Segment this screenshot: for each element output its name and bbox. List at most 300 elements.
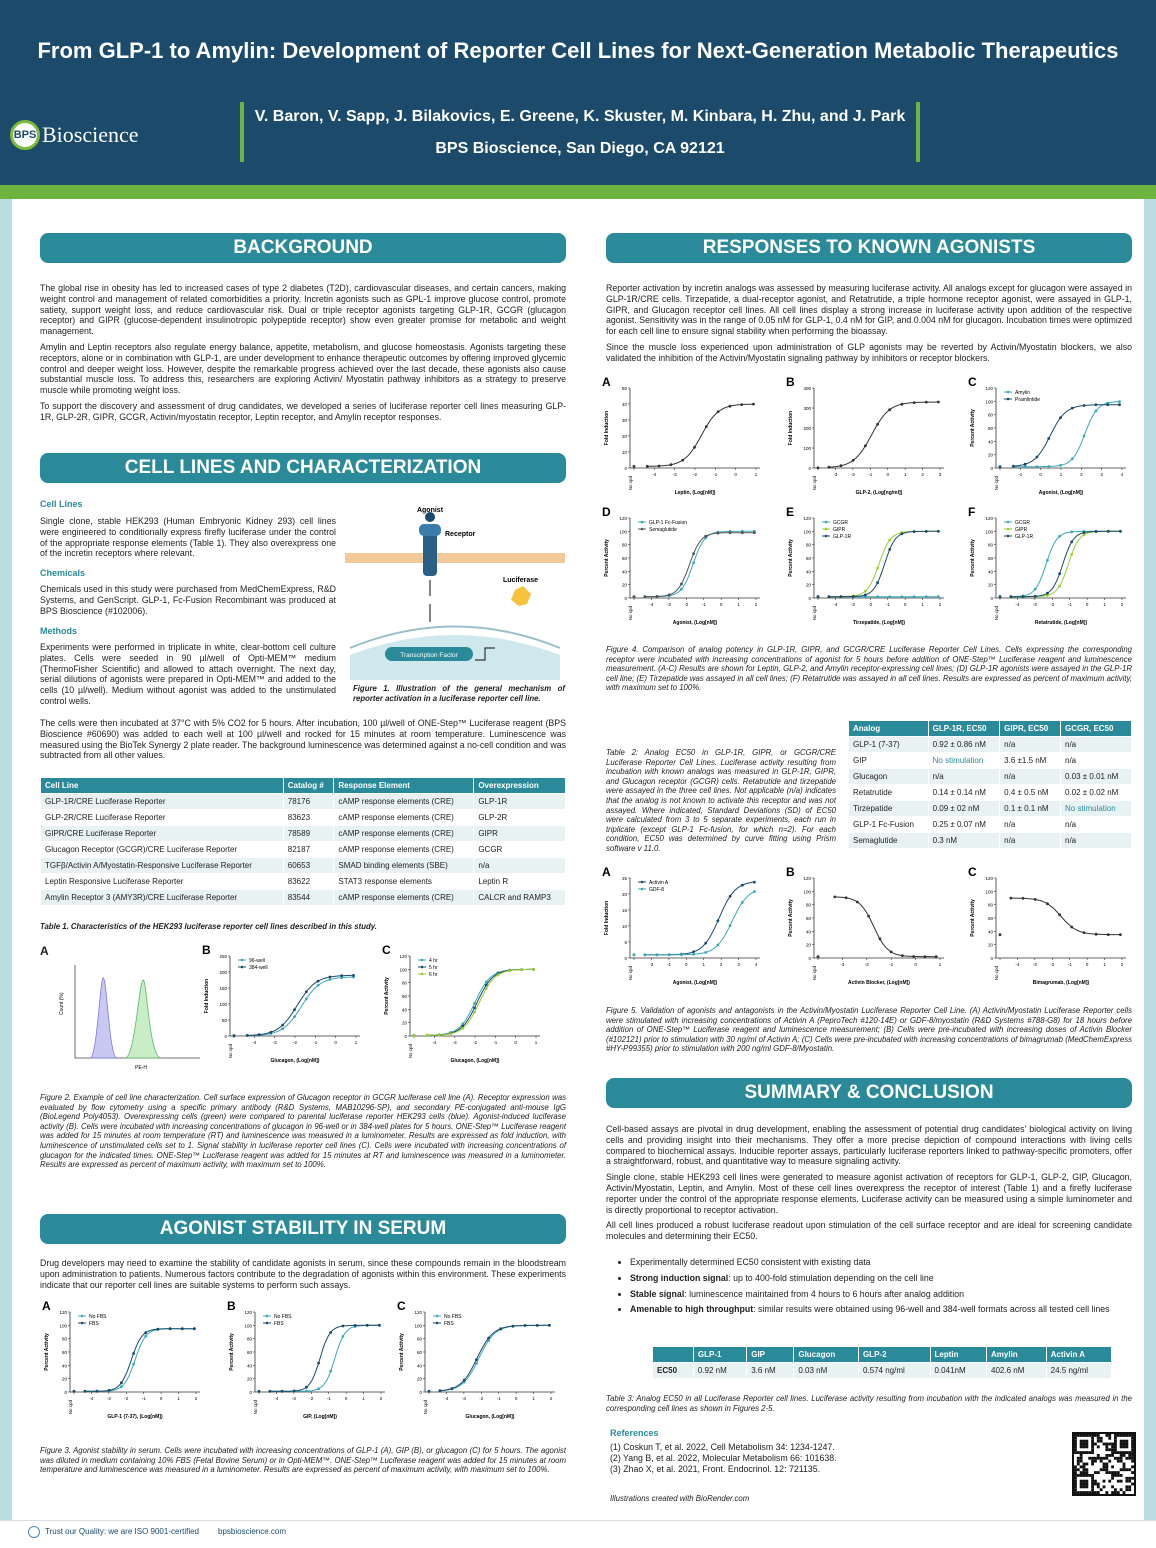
y-tick-label: 20 <box>805 942 811 948</box>
x-tick-label: -4 <box>649 602 654 607</box>
y-tick-label: 40 <box>401 1007 407 1013</box>
qr-module <box>1091 1443 1094 1446</box>
chart-fig5b <box>784 866 952 993</box>
qr-module <box>1131 1445 1134 1448</box>
x-tick-label: -1 <box>1067 602 1072 607</box>
Semaglutide-point <box>717 532 720 535</box>
y-axis-label: Percent Activity <box>399 1333 405 1371</box>
qr-module <box>1105 1468 1108 1471</box>
qr-module <box>1080 1457 1083 1460</box>
x-tick-label: 2 <box>921 472 924 477</box>
qr-module <box>1080 1485 1083 1488</box>
x-tick-label: 0 <box>1085 602 1089 607</box>
series-point <box>670 463 673 466</box>
GLP-1R-point <box>1046 592 1049 595</box>
FBS-point <box>439 1389 442 1392</box>
legend-label: 5 hr <box>429 965 438 971</box>
qr-module <box>1074 1465 1077 1468</box>
qr-module <box>1131 1434 1134 1437</box>
fig3A-svg <box>40 1300 208 1422</box>
series-point <box>729 405 732 408</box>
GCGR-line <box>1011 531 1121 596</box>
qr-module <box>1108 1443 1111 1446</box>
summary-p1: Cell-based assays are pivotal in drug development, enabling the assessment of potential drug candidates' biological activity on living cells and providing insight into their mechanisms. They offer a more precise depiction of compound interactions with living cells compared to biochemical assays. Inducible reporter assays, particularly luciferase reporters linked to pathway-specific promoters, offer a straightforward, robust, and quantitative way to measure signaling activity. <box>606 1124 1132 1167</box>
y-axis-label: Percent Activity <box>229 1333 235 1371</box>
qr-module <box>1123 1440 1126 1443</box>
table-1-row <box>41 810 566 826</box>
no-cpd-point <box>633 465 636 468</box>
series-point <box>740 403 743 406</box>
x-tick-label: 1 <box>938 962 942 967</box>
qr-module <box>1105 1471 1108 1474</box>
chart-fig3b <box>225 1300 393 1427</box>
series-point <box>752 403 755 406</box>
qr-module <box>1125 1445 1128 1448</box>
qr-module <box>1131 1451 1134 1454</box>
y-tick-label: 0 <box>224 1034 227 1039</box>
qr-module <box>1097 1437 1100 1440</box>
table-1-cell: cAMP response elements (CRE) <box>334 826 474 842</box>
background-heading: BACKGROUND <box>40 233 566 263</box>
qr-module <box>1114 1471 1117 1474</box>
table-3-header-cell: GIP <box>747 1347 794 1363</box>
y-tick-label: 10 <box>621 924 627 929</box>
FBS-point <box>293 1390 296 1393</box>
y-tick-label: 120 <box>244 1310 252 1315</box>
chart-fig4f <box>966 506 1134 633</box>
qr-module <box>1105 1434 1108 1437</box>
table-1-row <box>41 858 566 874</box>
panel-label: C <box>382 944 391 957</box>
qr-module <box>1108 1454 1111 1457</box>
footer-website-link[interactable]: bpsbioscience.com <box>218 1527 287 1536</box>
qr-module <box>1108 1448 1111 1451</box>
qr-module <box>1123 1443 1126 1446</box>
qr-module <box>1128 1451 1131 1454</box>
qr-module <box>1111 1485 1114 1488</box>
series-point <box>1022 897 1025 900</box>
qr-module <box>1094 1480 1097 1483</box>
GCGR-point <box>1034 588 1037 591</box>
5 hr-point <box>485 984 488 987</box>
qr-module <box>1088 1457 1091 1460</box>
GLP-1 Fc-Fusion-point <box>680 588 683 591</box>
GCGR-point <box>1070 531 1073 534</box>
x-axis-label: GIP, (Log[nM]) <box>303 1414 337 1420</box>
x-tick-label: 3 <box>938 472 942 477</box>
table-1-col-catalog: Catalog # <box>283 778 334 794</box>
legend-marker <box>641 888 644 891</box>
qr-module <box>1117 1434 1120 1437</box>
table-2-col-gipr: GIPR, EC50 <box>1000 721 1061 737</box>
qr-module <box>1131 1465 1134 1468</box>
summary-heading: SUMMARY & CONCLUSION <box>606 1078 1132 1108</box>
Activin A-point <box>692 950 695 953</box>
Semaglutide-point <box>753 531 756 534</box>
x-tick-label: 0 <box>1085 962 1089 967</box>
affiliation: BPS Bioscience, San Diego, CA 92121 <box>435 140 725 157</box>
y-tick-label: 60 <box>805 916 811 921</box>
y-tick-label: 100 <box>399 967 407 973</box>
bullet-2 <box>630 1273 1132 1284</box>
qr-module <box>1088 1434 1091 1437</box>
GDF-8-point <box>656 953 659 956</box>
FBS-point <box>487 1337 490 1340</box>
FBS-point <box>548 1324 551 1327</box>
series-point <box>1010 897 1013 900</box>
x-tick-label: No cpd <box>408 1044 413 1059</box>
y-tick-label: 0 <box>64 1390 67 1395</box>
y-tick-label: 120 <box>414 1310 422 1315</box>
x-tick-label: -1 <box>889 962 894 967</box>
table-2-cell: Tirzepatide <box>849 801 929 817</box>
qr-module <box>1077 1457 1080 1460</box>
FBS-point <box>342 1325 345 1328</box>
x-tick-label: 1 <box>1103 602 1106 607</box>
series-line <box>835 897 936 957</box>
x-tick-label: 0 <box>344 1396 348 1401</box>
no-cpd-point <box>73 1390 76 1393</box>
qr-module <box>1128 1468 1131 1471</box>
references-list <box>610 1442 1050 1474</box>
x-tick-label: -1 <box>713 472 718 477</box>
qr-module <box>1114 1440 1117 1443</box>
5 hr-line <box>427 969 533 1035</box>
GDF-8-point <box>644 953 647 956</box>
x-tick-label: -3 <box>672 472 677 477</box>
qr-module <box>1120 1488 1123 1491</box>
x-tick-label: No cpd <box>812 966 817 981</box>
Pramlintide-point <box>1106 403 1109 406</box>
x-axis-label: Glucagon, (Log[nM]) <box>270 1058 320 1064</box>
footer <box>0 1520 1156 1548</box>
series-line <box>829 402 939 467</box>
384-well-point <box>352 974 355 977</box>
methods-text-2: The cells were then incubated at 37°C with 5% CO2 for 5 hours. After incubation, 100 µl/well of ONE-Step™ Luciferase reagent (BPS Bioscience #60690) was added to each well at 100 µl/well and rocked for 15 minutes at room temperature. Luminescence was measured using the BioTek Synergy 2 plate reader. The background luminescence was determined against a no-cell condition and was subtracted from all other values. <box>40 718 566 761</box>
GIPR-point <box>1058 585 1061 588</box>
y-tick-label: 120 <box>985 516 993 521</box>
y-tick-label: 120 <box>803 876 811 881</box>
reference-2: (2) Yang B, et al. 2022, Molecular Metabolism 66: 101638. <box>610 1452 837 1463</box>
x-tick-label: 0 <box>734 472 737 477</box>
series-line <box>647 404 753 466</box>
FBS-point <box>524 1324 527 1327</box>
GIPR-point <box>1070 553 1073 556</box>
6 hr-line <box>427 969 533 1035</box>
6 hr-point <box>473 1011 476 1014</box>
qr-module <box>1105 1457 1108 1460</box>
table-1-cell: Amylin Receptor 3 (AMY3R)/CRE Luciferase Reporter <box>41 890 284 906</box>
qr-module <box>1080 1451 1083 1454</box>
qr-module <box>1074 1445 1077 1448</box>
x-tick-label: -2 <box>472 1040 478 1045</box>
x-tick-label: -2 <box>850 472 855 477</box>
qr-module <box>1123 1463 1126 1466</box>
GLP-1R-point <box>1034 595 1037 598</box>
series-point <box>681 459 684 462</box>
y-axis-label: Percent Activity <box>788 899 794 937</box>
x-tick-label: -4 <box>89 1396 94 1401</box>
qr-module <box>1125 1443 1128 1446</box>
qr-module <box>1080 1471 1083 1474</box>
qr-module <box>1105 1465 1108 1468</box>
legend-marker <box>641 881 644 884</box>
figure-1-caption: Figure 1. Illustration of the general mechanism of reporter activation in a luciferase reporter cell line. <box>353 684 565 703</box>
qr-module <box>1125 1440 1128 1443</box>
GLP-1R-point <box>1119 530 1122 533</box>
qr-module <box>1103 1463 1106 1466</box>
qr-module <box>1103 1465 1106 1468</box>
table-1-cell: STAT3 response elements <box>334 874 474 890</box>
series-point <box>925 401 928 404</box>
Semaglutide-point <box>644 595 647 598</box>
legend-marker <box>421 959 424 962</box>
FBS-point <box>157 1328 160 1331</box>
FBS-point <box>512 1325 515 1328</box>
qr-module <box>1085 1480 1088 1483</box>
qr-module <box>1097 1485 1100 1488</box>
chart-fig4e <box>784 506 952 633</box>
y-tick-label: 20 <box>246 1376 252 1382</box>
qr-code[interactable] <box>1072 1432 1136 1496</box>
x-tick-label: 2 <box>1120 602 1124 607</box>
x-tick-label: -1 <box>326 1396 331 1401</box>
legend-marker <box>241 966 244 969</box>
qr-module <box>1083 1440 1086 1443</box>
y-tick-label: 150 <box>219 986 227 991</box>
table-1-col-cell-line: Cell Line <box>41 778 284 794</box>
x-tick-label: 2 <box>938 602 942 607</box>
Semaglutide-point <box>741 531 744 534</box>
cell-lines-text: Single clone, stable HEK293 (Human Embryonic Kidney 293) cell lines were engineered to conditionally express firefly luciferase under the control of the appropriate response elements (Table 1). They also overexpress one of the incretin receptors where relevant. <box>40 516 336 559</box>
figure-5-caption: Figure 5. Validation of agonists and antagonists in the Activin/Myostatin Luciferase Reporter Cell Line. (A) Activin/Myostatin Luciferase Reporter cells were stimulated with increasing concentrations of Activin A (PeproTech #120-14E) or GDF-8/myostatin (R&D Systems #788-G8) for 18 hours before addition of ONE-Step™ Luciferase reagent and luminescence measurement; (B) Cells were pre-incubated with increasing doses of Activin Blocker (#102121) prior to stimulation with 30 ng/ml of Activin A; (C) Cells were pre-incubated with increasing concentrations of bimagrumab (MedChemExpress #HY-P99355) prior to stimulation with 200 ng/ml GDF-8/Myostatin. <box>606 1006 1132 1054</box>
bps-logo <box>10 115 225 155</box>
FBS-point <box>84 1390 87 1393</box>
qr-module <box>1117 1451 1120 1454</box>
series-point <box>693 446 696 449</box>
GDF-8-point <box>692 953 695 956</box>
legend-marker <box>1007 391 1010 394</box>
table-2-row <box>849 753 1132 769</box>
x-tick-label: No cpd <box>812 476 817 491</box>
y-tick-label: 20 <box>987 582 993 588</box>
x-tick-label: -2 <box>649 962 654 967</box>
parental-histogram <box>90 978 117 1058</box>
table-1-cell: 78176 <box>283 794 334 810</box>
y-axis-label: Percent Activity <box>970 539 976 577</box>
table-1-cell: 60653 <box>283 858 334 874</box>
table-1-caption: Table 1. Characteristics of the HEK293 luciferase reporter cell lines described in this study. <box>40 922 377 931</box>
qr-module <box>1091 1474 1094 1477</box>
x-tick-label: -4 <box>652 472 657 477</box>
fig3B-svg <box>225 1300 393 1422</box>
qr-module <box>1083 1471 1086 1474</box>
GCGR-point <box>913 595 916 598</box>
y-axis-label: Fold Induction <box>788 410 794 446</box>
legend-marker <box>421 966 424 969</box>
table-3 <box>652 1346 1112 1379</box>
4 hr-point <box>473 1002 476 1005</box>
Pramlintide-line <box>1013 405 1119 466</box>
qr-module <box>1083 1465 1086 1468</box>
table-2-cell: n/a <box>1000 833 1061 849</box>
fig4E-svg <box>784 506 952 628</box>
qr-module <box>1080 1483 1083 1486</box>
table-1-row <box>41 890 566 906</box>
x-tick-label: 2 <box>194 1396 198 1401</box>
x-tick-label: 1 <box>754 472 758 477</box>
chemicals-text: Chemicals used in this study were purchased from MedChemExpress, R&D Systems, and GenScript. GLP-1, Fc-Fusion Recombinant was produced at BPS Bioscience (#102006). <box>40 584 336 616</box>
x-tick-label: -1 <box>1067 962 1072 967</box>
qr-module <box>1120 1480 1123 1483</box>
fig5C-svg <box>966 866 1134 988</box>
Activin A-point <box>753 881 756 884</box>
y-tick-label: 60 <box>987 556 993 561</box>
GDF-8-point <box>729 924 732 927</box>
receptor-head <box>419 524 441 536</box>
x-tick-label: No cpd <box>228 1044 233 1059</box>
qr-module <box>1125 1468 1128 1471</box>
table-2-cell: Glucagon <box>849 769 929 785</box>
y-tick-label: 120 <box>803 516 811 521</box>
y-tick-label: 300 <box>803 406 811 411</box>
table-2-cell: 0.1 ± 0.1 nM <box>1000 801 1061 817</box>
qr-module <box>1125 1434 1128 1437</box>
y-axis-label: Percent Activity <box>970 899 976 937</box>
y-axis-label: Percent Activity <box>44 1333 50 1371</box>
qr-module <box>1120 1474 1123 1477</box>
qr-module <box>1111 1474 1114 1477</box>
Pramlintide-point <box>1012 465 1015 468</box>
384-well-point <box>329 976 332 979</box>
qr-module <box>1091 1445 1094 1448</box>
y-tick-label: 100 <box>803 446 811 451</box>
FBS-line <box>85 1329 194 1392</box>
x-axis-label: Tirzepatide, (Log[nM]) <box>852 620 906 626</box>
x-tick-label: -1 <box>666 962 671 967</box>
x-tick-label: 1 <box>177 1396 180 1401</box>
GCGR-point <box>937 595 940 598</box>
qr-module <box>1114 1434 1117 1437</box>
table-1 <box>40 777 566 906</box>
table-1-cell: GCGR <box>474 842 566 858</box>
legend-label: 6 hr <box>429 972 438 978</box>
table-1-cell: CALCR and RAMP3 <box>474 890 566 906</box>
qr-module <box>1080 1465 1083 1468</box>
qr-module <box>1074 1471 1077 1474</box>
x-tick-label: -1 <box>701 602 706 607</box>
Amylin-point <box>1118 400 1121 403</box>
y-tick-label: 40 <box>987 439 993 445</box>
Pramlintide-point <box>1036 456 1039 459</box>
384-well-point <box>317 980 320 983</box>
divider-right <box>916 102 920 162</box>
qr-module <box>1125 1488 1128 1491</box>
Activin A-point <box>717 919 720 922</box>
qr-module <box>1103 1485 1106 1488</box>
table-1-cell: 82187 <box>283 842 334 858</box>
qr-module <box>1123 1445 1126 1448</box>
responses-text <box>606 283 1132 369</box>
no-cpd-point <box>817 595 820 598</box>
qr-module <box>1111 1471 1114 1474</box>
y-tick-label: 40 <box>61 1363 67 1369</box>
qr-module <box>1074 1451 1077 1454</box>
qr-module <box>1074 1437 1077 1440</box>
table-2-row <box>849 817 1132 833</box>
x-tick-label: No cpd <box>628 476 633 491</box>
table-3-cell: 3.6 nM <box>747 1363 794 1379</box>
96-well-point <box>293 1015 296 1018</box>
x-tick-label: -1 <box>496 1396 501 1401</box>
legend-label: 96-well <box>249 958 265 964</box>
GCGR-point <box>876 595 879 598</box>
Semaglutide-point <box>656 595 659 598</box>
Semaglutide-point <box>668 593 671 596</box>
qr-module <box>1131 1443 1134 1446</box>
series-point <box>901 954 904 957</box>
GIPR-point <box>888 539 891 542</box>
legend-marker <box>436 1315 439 1318</box>
FBS-point <box>132 1352 135 1355</box>
table-1-cell: 83623 <box>283 810 334 826</box>
table-2-cell: Semaglutide <box>849 833 929 849</box>
bullet-3-bold: Stable signal <box>630 1288 685 1299</box>
GCGR-point <box>925 595 928 598</box>
side-border-left <box>0 199 12 1520</box>
qr-module <box>1114 1437 1117 1440</box>
y-tick-label: 40 <box>805 929 811 935</box>
qr-module <box>1083 1483 1086 1486</box>
iso-badge-icon <box>28 1526 40 1538</box>
x-tick-label: -4 <box>274 1396 279 1401</box>
cell-lines-subheading: Cell Lines <box>40 499 83 509</box>
Amylin-point <box>1047 465 1050 468</box>
GCGR-point <box>1058 535 1061 538</box>
6 hr-point <box>461 1027 464 1030</box>
table-2-cell: Retatrutide <box>849 785 929 801</box>
qr-module <box>1108 1434 1111 1437</box>
legend-label: GLP-1R <box>833 534 852 540</box>
x-axis-label: Bimagrumab, (Log[nM]) <box>1032 980 1090 986</box>
table-1-cell: cAMP response elements (CRE) <box>334 810 474 826</box>
table-2-body <box>849 737 1132 849</box>
FBS-point <box>475 1358 478 1361</box>
table-2-cell: n/a <box>928 769 1000 785</box>
qr-module <box>1128 1434 1131 1437</box>
panel-label: E <box>786 506 795 519</box>
no-cpd-point <box>233 1034 236 1037</box>
qr-module <box>1114 1488 1117 1491</box>
y-tick-label: 80 <box>401 980 407 986</box>
x-axis-label: Glucagon, (Log[nM]) <box>465 1414 515 1420</box>
qr-module <box>1128 1485 1131 1488</box>
table-2-cell: 0.92 ± 0.86 nM <box>928 737 1000 753</box>
qr-module <box>1114 1457 1117 1460</box>
qr-module <box>1088 1474 1091 1477</box>
y-axis-label: Percent Activity <box>970 409 976 447</box>
table-1-cell: 83544 <box>283 890 334 906</box>
Amylin-point <box>1083 435 1086 438</box>
series-point <box>864 444 867 447</box>
x-tick-label: No cpd <box>423 1400 428 1415</box>
y-tick-label: 0 <box>808 596 811 601</box>
qr-module <box>1083 1491 1086 1494</box>
y-tick-label: 100 <box>59 1323 67 1329</box>
FBS-point <box>108 1389 111 1392</box>
GLP-1R-point <box>913 530 916 533</box>
No FBS-point <box>305 1390 308 1393</box>
